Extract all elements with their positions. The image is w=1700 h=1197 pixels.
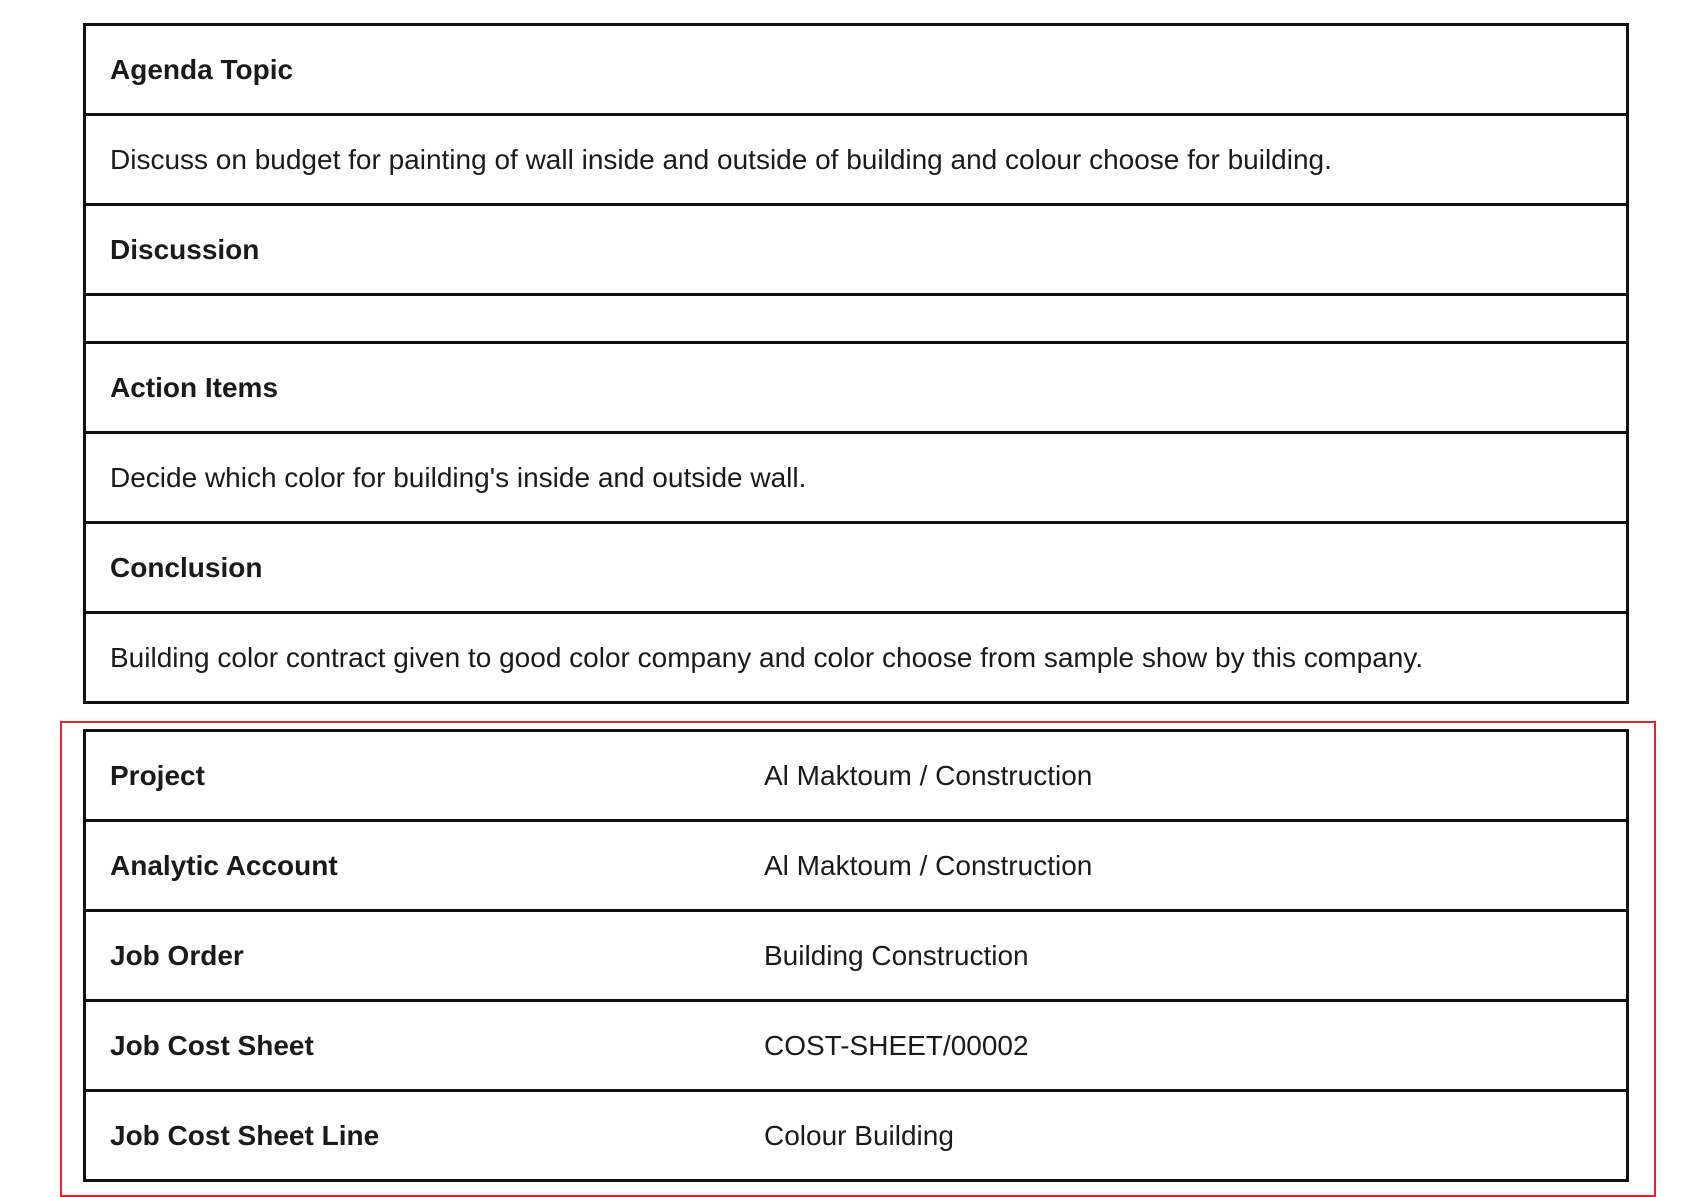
table-row xyxy=(86,819,1626,909)
discussion-label: Discussion xyxy=(110,233,260,265)
table-row xyxy=(86,1089,1626,1179)
action-items-label: Action Items xyxy=(110,371,279,403)
agenda-topic-text: Discuss on budget for painting of wall inside and outside of building and colour choose for building. xyxy=(110,143,1332,175)
job-cost-sheet-line-label: Job Cost Sheet Line xyxy=(110,1119,380,1151)
job-cost-sheet-label: Job Cost Sheet xyxy=(110,1029,314,1061)
analytic-account-label: Analytic Account xyxy=(110,849,338,881)
conclusion-header xyxy=(86,521,1626,611)
agenda-topic-label: Agenda Topic xyxy=(110,53,294,85)
discussion-row xyxy=(86,293,1626,341)
job-cost-sheet-value[interactable]: COST-SHEET/00002 xyxy=(764,1029,1029,1061)
job-order-label: Job Order xyxy=(110,939,244,971)
table-row xyxy=(86,999,1626,1089)
meeting-notes-table xyxy=(83,23,1629,704)
project-label: Project xyxy=(110,759,205,791)
job-cost-sheet-line-value[interactable]: Colour Building xyxy=(764,1119,954,1151)
action-items-row xyxy=(86,431,1626,521)
conclusion-row xyxy=(86,611,1626,701)
analytic-account-value[interactable]: Al Maktoum / Construction xyxy=(764,849,1093,881)
conclusion-label: Conclusion xyxy=(110,551,263,583)
agenda-topic-row xyxy=(86,113,1626,203)
conclusion-text: Building color contract given to good color company and color choose from sample show by this company. xyxy=(110,641,1424,673)
table-row xyxy=(86,732,1626,819)
job-details-table xyxy=(83,729,1629,1182)
discussion-header xyxy=(86,203,1626,293)
project-value[interactable]: Al Maktoum / Construction xyxy=(764,759,1093,791)
table-row xyxy=(86,909,1626,999)
agenda-topic-header xyxy=(86,26,1626,113)
job-order-value[interactable]: Building Construction xyxy=(764,939,1029,971)
action-items-header xyxy=(86,341,1626,431)
action-items-text: Decide which color for building's inside and outside wall. xyxy=(110,461,807,493)
